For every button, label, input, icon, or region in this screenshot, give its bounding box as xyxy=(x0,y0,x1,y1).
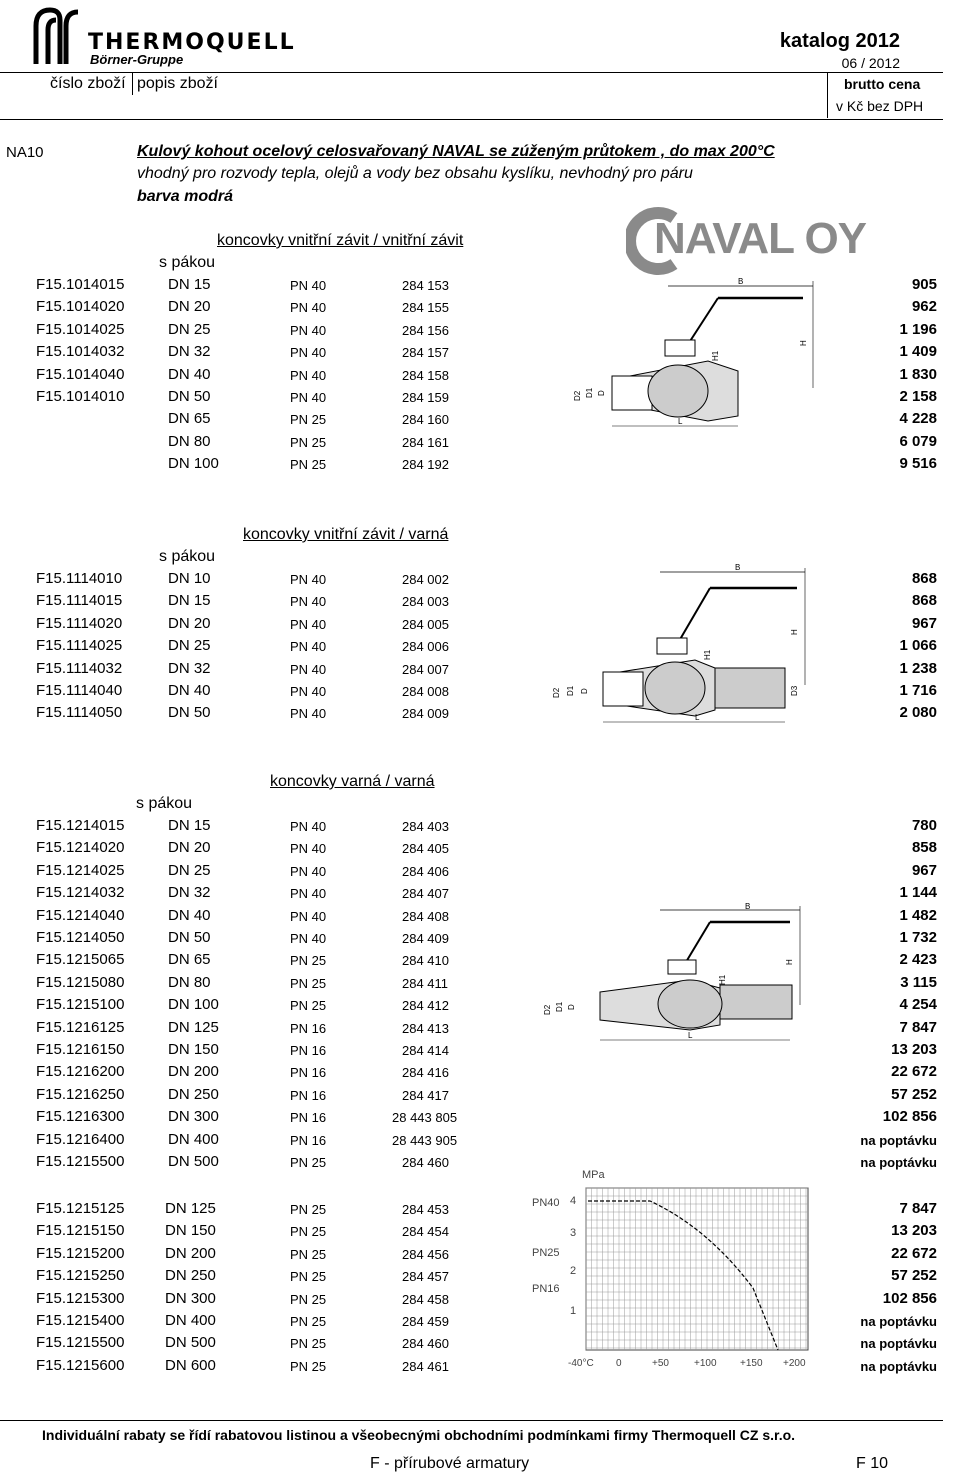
price: 7 847 xyxy=(899,1200,937,1217)
product-color: barva modrá xyxy=(137,188,234,205)
footer-page: F 10 xyxy=(856,1455,889,1472)
product-code: F15.1215200 xyxy=(36,1244,125,1262)
article-number: 284 407 xyxy=(402,886,449,902)
chart-x-tick: +50 xyxy=(652,1358,669,1369)
product-code: F15.1114025 xyxy=(36,637,123,655)
price: 858 xyxy=(911,839,937,857)
product-code: F15.1014010 xyxy=(36,388,125,405)
section-heading: koncovky vnitřní závit / vnitřní závit xyxy=(217,232,464,249)
price: 13 203 xyxy=(891,1041,937,1058)
dim-label-l: L xyxy=(695,713,700,722)
product-code: F15.1216300 xyxy=(36,1108,125,1126)
price: 9 516 xyxy=(899,455,937,473)
product-code: F15.1214050 xyxy=(36,929,125,946)
footer-section: F - přírubové armatury xyxy=(370,1455,530,1472)
product-code: F15.1215500 xyxy=(36,1334,125,1352)
nominal-diameter: DN 20 xyxy=(168,839,211,857)
footer-divider xyxy=(0,1420,943,1421)
nominal-diameter: DN 15 xyxy=(168,592,211,610)
article-number: 284 414 xyxy=(402,1043,449,1058)
article-number: 284 156 xyxy=(402,322,449,338)
chart-x-tick: +200 xyxy=(783,1358,806,1369)
chart-x-tick: -40°C xyxy=(568,1358,594,1369)
price-header-1: brutto cena xyxy=(844,76,921,92)
nominal-pressure: PN 40 xyxy=(290,390,327,405)
section-subheading: s pákou xyxy=(159,548,216,565)
price: 22 672 xyxy=(891,1063,937,1081)
dim-label-l: L xyxy=(688,1031,693,1040)
article-number: 284 002 xyxy=(402,572,449,587)
valve-drawing-weld xyxy=(540,900,830,1050)
nominal-diameter: DN 40 xyxy=(168,365,211,383)
product-description: vhodný pro rozvody tepla, olejů a vody bez obsahu kyslíku, nevhodný pro páru xyxy=(137,165,693,182)
price: 102 856 xyxy=(882,1289,937,1307)
article-number: 284 413 xyxy=(402,1020,449,1036)
article-number: 284 453 xyxy=(402,1202,449,1217)
article-number: 284 461 xyxy=(402,1358,449,1374)
table-row xyxy=(0,433,943,455)
product-code: F15.1214040 xyxy=(36,906,125,924)
product-code: F15.1214020 xyxy=(36,839,125,857)
nominal-diameter: DN 15 xyxy=(168,817,211,834)
nominal-diameter: DN 80 xyxy=(168,973,211,991)
price: na poptávku xyxy=(860,1155,937,1170)
nominal-diameter: DN 65 xyxy=(168,951,211,969)
product-code: F15.1114010 xyxy=(36,570,123,587)
nominal-pressure: PN 16 xyxy=(290,1087,327,1103)
chart-x-tick: +100 xyxy=(694,1358,717,1369)
article-number: 284 158 xyxy=(402,367,449,383)
article-number: 284 003 xyxy=(402,594,449,610)
naval-logo-text: NAVAL OY xyxy=(654,214,867,263)
nominal-diameter: DN 80 xyxy=(168,432,211,450)
dim-label-d3: D3 xyxy=(790,685,799,696)
article-number: 284 157 xyxy=(402,345,449,361)
table-row xyxy=(0,455,943,477)
article-number: 284 411 xyxy=(402,975,449,991)
article-number: 284 192 xyxy=(402,457,449,473)
logo-name: THERMOQUELL xyxy=(88,30,296,55)
product-code: F15.1215250 xyxy=(36,1267,125,1285)
section-subheading: s pákou xyxy=(159,254,216,271)
product-code: F15.1214032 xyxy=(36,884,125,902)
nominal-diameter: DN 250 xyxy=(168,1085,219,1103)
dim-label-d2: D2 xyxy=(552,687,561,698)
nominal-diameter: DN 500 xyxy=(165,1334,216,1352)
nominal-pressure: PN 40 xyxy=(290,572,327,587)
article-number: 28 443 905 xyxy=(392,1132,458,1148)
article-number: 284 155 xyxy=(402,300,449,316)
price: 22 672 xyxy=(891,1244,937,1262)
dim-label-l: L xyxy=(678,417,683,426)
price: 1 238 xyxy=(899,659,937,677)
nominal-pressure: PN 25 xyxy=(290,412,327,428)
nominal-diameter: DN 40 xyxy=(168,682,211,699)
product-code: F15.1216200 xyxy=(36,1063,125,1081)
price: 1 732 xyxy=(899,929,937,946)
chart-pn-label: PN25 xyxy=(532,1247,560,1259)
nominal-diameter: DN 400 xyxy=(165,1312,216,1329)
price: 3 115 xyxy=(900,973,937,991)
section-heading: koncovky varná / varná xyxy=(270,773,435,790)
catalog-date: 06 / 2012 xyxy=(841,55,900,71)
nominal-pressure: PN 25 xyxy=(290,1291,327,1307)
table-row xyxy=(0,862,943,884)
nominal-pressure: PN 40 xyxy=(290,684,327,699)
dim-label-h1: H1 xyxy=(718,974,727,985)
chart-unit-label: MPa xyxy=(582,1169,605,1181)
nominal-diameter: DN 400 xyxy=(168,1130,219,1148)
nominal-diameter: DN 65 xyxy=(168,410,211,428)
nominal-diameter: DN 100 xyxy=(168,996,219,1014)
valve-drawing-threaded xyxy=(568,276,828,436)
footer-note: Individuální rabaty se řídí rabatovou listinou a všeobecnými obchodními podmínkami firmy Thermoquell CZ s.r.o. xyxy=(42,1427,796,1443)
product-code: F15.1014032 xyxy=(36,343,125,361)
nominal-diameter: DN 25 xyxy=(168,320,211,338)
product-code: F15.1014020 xyxy=(36,298,125,316)
nominal-pressure: PN 25 xyxy=(290,1202,327,1217)
article-number: 284 159 xyxy=(402,390,449,405)
article-number: 284 405 xyxy=(402,841,449,857)
price: 962 xyxy=(911,298,937,316)
article-number: 284 406 xyxy=(402,863,449,879)
article-number: 284 409 xyxy=(402,931,449,946)
price: 4 254 xyxy=(899,996,937,1014)
nominal-diameter: DN 500 xyxy=(168,1153,219,1170)
nominal-pressure: PN 16 xyxy=(290,1065,327,1081)
logo-subtitle: Börner-Gruppe xyxy=(90,52,184,67)
article-number: 284 456 xyxy=(402,1246,449,1262)
nominal-pressure: PN 40 xyxy=(290,886,327,902)
price: 905 xyxy=(911,276,937,293)
nominal-pressure: PN 16 xyxy=(290,1043,327,1058)
product-code: F15.1215500 xyxy=(36,1153,125,1170)
chart-frame xyxy=(586,1188,808,1350)
nominal-pressure: PN 40 xyxy=(290,278,327,293)
col-code-header: číslo zboží xyxy=(50,75,126,92)
nominal-pressure: PN 25 xyxy=(290,457,327,473)
pressure-temperature-chart xyxy=(528,1168,813,1370)
product-code: F15.1114050 xyxy=(36,704,123,722)
dim-label-d: D xyxy=(567,1004,576,1010)
nominal-diameter: DN 150 xyxy=(168,1041,219,1058)
dim-label-d1: D1 xyxy=(585,387,594,398)
chart-y-tick: 3 xyxy=(570,1227,577,1239)
article-number: 284 458 xyxy=(402,1291,449,1307)
nominal-diameter: DN 40 xyxy=(168,906,211,924)
price: 1 716 xyxy=(899,682,937,699)
product-code: F15.1216125 xyxy=(36,1018,125,1036)
nominal-diameter: DN 200 xyxy=(168,1063,219,1081)
nominal-pressure: PN 25 xyxy=(290,975,327,991)
nominal-pressure: PN 25 xyxy=(290,1358,327,1374)
nominal-diameter: DN 20 xyxy=(168,298,211,316)
product-code: F15.1215600 xyxy=(36,1356,125,1374)
price: 868 xyxy=(911,592,937,610)
price: 57 252 xyxy=(891,1267,937,1285)
nominal-diameter: DN 50 xyxy=(168,388,211,405)
col-separator xyxy=(132,73,133,95)
dim-label-d2: D2 xyxy=(543,1004,552,1015)
nominal-pressure: PN 25 xyxy=(290,1336,327,1352)
article-number: 284 160 xyxy=(402,412,449,428)
product-code: F15.1215125 xyxy=(36,1200,125,1217)
article-number: 284 408 xyxy=(402,908,449,924)
article-number: 284 454 xyxy=(402,1224,449,1240)
product-code: F15.1215080 xyxy=(36,973,125,991)
dim-label-d1: D1 xyxy=(566,685,575,696)
nominal-diameter: DN 250 xyxy=(165,1267,216,1285)
article-number: 284 005 xyxy=(402,616,449,632)
price: 1 482 xyxy=(899,906,937,924)
nominal-pressure: PN 16 xyxy=(290,1132,327,1148)
product-code: F15.1215400 xyxy=(36,1312,125,1329)
article-number: 284 008 xyxy=(402,684,449,699)
product-code: F15.1114015 xyxy=(36,592,123,610)
chart-x-tick: +150 xyxy=(740,1358,763,1369)
nominal-pressure: PN 25 xyxy=(290,1314,327,1329)
nominal-diameter: DN 10 xyxy=(168,570,211,587)
thermoquell-logo-icon xyxy=(30,4,84,66)
price: 780 xyxy=(911,817,937,834)
article-number: 284 161 xyxy=(402,434,449,450)
price: na poptávku xyxy=(860,1358,937,1374)
nominal-pressure: PN 25 xyxy=(290,1224,327,1240)
nominal-diameter: DN 150 xyxy=(165,1222,216,1240)
article-number: 284 412 xyxy=(402,998,449,1014)
article-number: 284 459 xyxy=(402,1314,449,1329)
chart-y-tick: 1 xyxy=(570,1305,577,1317)
price-header-2: v Kč bez DPH xyxy=(836,98,924,114)
product-title: Kulový kohout ocelový celosvařovaný NAVAL se zúženým průtokem , do max 200°C xyxy=(137,143,775,160)
product-code: F15.1114040 xyxy=(36,682,123,699)
price: 1 196 xyxy=(899,320,937,338)
product-code: F15.1216400 xyxy=(36,1130,125,1148)
price: 2 158 xyxy=(899,388,937,405)
nominal-pressure: PN 40 xyxy=(290,661,327,677)
dim-label-d: D xyxy=(597,390,606,396)
dim-label-h: H xyxy=(790,629,799,635)
dim-label-h1: H1 xyxy=(711,350,720,361)
nominal-pressure: PN 40 xyxy=(290,367,327,383)
nominal-pressure: PN 40 xyxy=(290,300,327,316)
table-row xyxy=(0,1063,943,1085)
nominal-pressure: PN 40 xyxy=(290,819,327,834)
product-code: F15.1216150 xyxy=(36,1041,125,1058)
nominal-diameter: DN 200 xyxy=(165,1244,216,1262)
nominal-pressure: PN 40 xyxy=(290,322,327,338)
table-row xyxy=(0,1086,943,1108)
nominal-diameter: DN 50 xyxy=(168,704,211,722)
product-code: F15.1014015 xyxy=(36,276,125,293)
price: 7 847 xyxy=(899,1018,937,1036)
header-bottom-line xyxy=(0,119,943,120)
table-row xyxy=(0,1131,943,1153)
product-code: F15.1014025 xyxy=(36,320,125,338)
nominal-diameter: DN 300 xyxy=(168,1108,219,1126)
nominal-diameter: DN 50 xyxy=(168,929,211,946)
nominal-pressure: PN 40 xyxy=(290,863,327,879)
product-code: F15.1014040 xyxy=(36,365,125,383)
nominal-pressure: PN 16 xyxy=(290,1020,327,1036)
table-row xyxy=(0,817,943,839)
article-number: 284 417 xyxy=(402,1087,449,1103)
dim-label-b: B xyxy=(738,277,744,286)
nominal-diameter: DN 600 xyxy=(165,1356,216,1374)
dim-label-h1: H1 xyxy=(703,649,712,660)
product-code: F15.1114032 xyxy=(36,659,123,677)
nominal-pressure: PN 25 xyxy=(290,1246,327,1262)
price: 13 203 xyxy=(891,1222,937,1240)
dim-label-h: H xyxy=(785,959,794,965)
price: 4 228 xyxy=(899,410,937,428)
article-number: 28 443 805 xyxy=(392,1110,458,1126)
section-heading: koncovky vnitřní závit / varná xyxy=(243,526,449,543)
product-code: F15.1215100 xyxy=(36,996,125,1014)
product-code: F15.1215065 xyxy=(36,951,125,969)
dim-label-d1: D1 xyxy=(555,1001,564,1012)
section-subheading: s pákou xyxy=(136,795,193,812)
nominal-pressure: PN 25 xyxy=(290,953,327,969)
article-number: 284 460 xyxy=(402,1336,449,1352)
nominal-diameter: DN 300 xyxy=(165,1289,216,1307)
product-code: F15.1215150 xyxy=(36,1222,125,1240)
nominal-pressure: PN 40 xyxy=(290,594,327,610)
product-code: F15.1214025 xyxy=(36,861,125,879)
price: 1 830 xyxy=(899,365,937,383)
product-code: F15.1216250 xyxy=(36,1085,125,1103)
article-number: 284 009 xyxy=(402,706,449,722)
dim-label-b: B xyxy=(735,563,741,572)
chart-pn-label: PN40 xyxy=(532,1197,560,1209)
nominal-diameter: DN 20 xyxy=(168,614,211,632)
product-id: NA10 xyxy=(6,144,44,161)
article-number: 284 460 xyxy=(402,1155,449,1170)
table-row xyxy=(0,1108,943,1130)
nominal-diameter: DN 25 xyxy=(168,861,211,879)
nominal-pressure: PN 40 xyxy=(290,908,327,924)
chart-pn-label: PN16 xyxy=(532,1283,560,1295)
valve-drawing-threaded-weld xyxy=(545,560,835,735)
article-number: 284 403 xyxy=(402,819,449,834)
price: na poptávku xyxy=(860,1314,937,1329)
price: na poptávku xyxy=(860,1336,937,1352)
article-number: 284 153 xyxy=(402,278,449,293)
price: 1 144 xyxy=(899,884,937,902)
article-number: 284 410 xyxy=(402,953,449,969)
article-number: 284 416 xyxy=(402,1065,449,1081)
col-separator xyxy=(827,73,828,118)
nominal-diameter: DN 100 xyxy=(168,455,219,473)
nominal-pressure: PN 16 xyxy=(290,1110,327,1126)
nominal-pressure: PN 40 xyxy=(290,639,327,655)
nominal-diameter: DN 125 xyxy=(165,1200,216,1217)
price: 102 856 xyxy=(882,1108,937,1126)
article-number: 284 007 xyxy=(402,661,449,677)
nominal-diameter: DN 15 xyxy=(168,276,211,293)
nominal-pressure: PN 40 xyxy=(290,616,327,632)
col-desc-header: popis zboží xyxy=(137,75,218,92)
nominal-pressure: PN 25 xyxy=(290,1269,327,1285)
nominal-pressure: PN 25 xyxy=(290,434,327,450)
nominal-diameter: DN 125 xyxy=(168,1018,219,1036)
price: 868 xyxy=(911,570,937,587)
table-row xyxy=(0,839,943,861)
chart-y-tick: 4 xyxy=(570,1195,577,1207)
chart-x-tick: 0 xyxy=(616,1358,622,1369)
price: 2 080 xyxy=(899,704,937,722)
catalog-title: katalog 2012 xyxy=(779,30,900,52)
header-divider xyxy=(0,72,943,73)
dim-label-b: B xyxy=(745,902,751,911)
price: 1 409 xyxy=(899,343,937,361)
price: na poptávku xyxy=(860,1132,937,1148)
nominal-pressure: PN 25 xyxy=(290,1155,327,1170)
dim-label-d: D xyxy=(580,688,589,694)
nominal-pressure: PN 40 xyxy=(290,345,327,361)
nominal-pressure: PN 40 xyxy=(290,931,327,946)
nominal-pressure: PN 25 xyxy=(290,998,327,1014)
price: 967 xyxy=(911,861,937,879)
price: 57 252 xyxy=(891,1085,937,1103)
nominal-diameter: DN 25 xyxy=(168,637,211,655)
price: 6 079 xyxy=(899,432,937,450)
product-code: F15.1214015 xyxy=(36,817,125,834)
dim-label-d2: D2 xyxy=(573,390,582,401)
nominal-diameter: DN 32 xyxy=(168,659,211,677)
price: 1 066 xyxy=(899,637,937,655)
nominal-pressure: PN 40 xyxy=(290,706,327,722)
price: 2 423 xyxy=(899,951,937,969)
nominal-diameter: DN 32 xyxy=(168,343,211,361)
article-number: 284 457 xyxy=(402,1269,449,1285)
price: 967 xyxy=(911,614,937,632)
product-code: F15.1114020 xyxy=(36,614,123,632)
chart-y-tick: 2 xyxy=(570,1265,577,1277)
nominal-pressure: PN 40 xyxy=(290,841,327,857)
nominal-diameter: DN 32 xyxy=(168,884,211,902)
product-code: F15.1215300 xyxy=(36,1289,125,1307)
article-number: 284 006 xyxy=(402,639,449,655)
dim-label-h: H xyxy=(799,340,808,346)
